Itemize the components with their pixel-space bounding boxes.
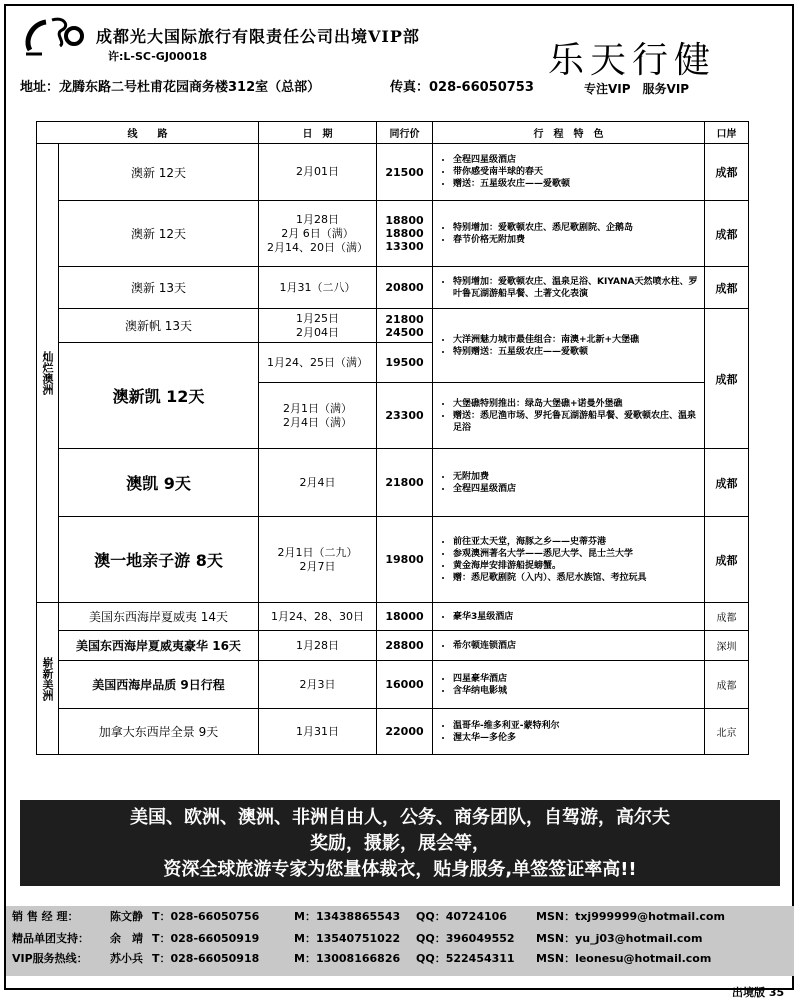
banner-line-2: 奖励，摄影，展会等， <box>310 833 490 854</box>
feature-item: • 大洋洲魅力城市最佳组合：南澳+北新+大堡礁 <box>453 334 704 346</box>
departure-port: 成都 <box>705 449 749 517</box>
contact-qq: QQ：40724106 <box>416 910 507 923</box>
feature-item: • 特别增加：爱歌顿农庄、悉尼歌剧院、企鹅岛 <box>453 222 704 234</box>
contact-mobile: M：13008166826 <box>294 952 401 965</box>
header-route: 线 路 <box>37 122 259 144</box>
feature-item: • 参观澳洲著名大学——悉尼大学、昆士兰大学 <box>453 548 704 560</box>
header-date: 日 期 <box>259 122 377 144</box>
feature-item: • 豪华3星级酒店 <box>453 611 704 623</box>
feature-item: • 赠送：五星级农庄——爱歌顿 <box>453 178 704 190</box>
tour-price: 19500 <box>377 343 433 383</box>
contact-name: 余 靖 <box>110 932 143 945</box>
table-row <box>37 709 749 755</box>
route-name: 澳凯 9天 <box>59 449 259 517</box>
tour-features <box>433 267 705 309</box>
route-name: 澳新 12天 <box>59 144 259 201</box>
tour-price: 21500 <box>377 144 433 201</box>
banner-line-3: 资深全球旅游专家为您量体裁衣，贴身服务,单签签证率高!! <box>163 859 637 880</box>
contact-qq: QQ：522454311 <box>416 952 515 965</box>
feature-item: • 带你感受南半球的春天 <box>453 166 704 178</box>
departure-port: 成都 <box>705 267 749 309</box>
tour-price: 18800 18800 13300 <box>377 201 433 267</box>
tour-features <box>433 201 705 267</box>
tour-date: 2月3日 <box>259 661 377 709</box>
feature-item: • 全程四星级酒店 <box>453 483 704 495</box>
promo-banner <box>20 800 780 886</box>
feature-item: • 特别赠送：五星级农庄——爱歌顿 <box>453 346 704 358</box>
company-name: 成都光大国际旅行有限责任公司出境VIP部 <box>96 27 420 46</box>
contact-tel: T：028-66050919 <box>152 932 260 945</box>
feature-item: • 特别增加：爱歌顿农庄、温泉足浴、KIYANA天然喷水柱、罗叶鲁瓦湖游船早餐、土著文化表演 <box>453 276 704 300</box>
region-americas: 崭新美洲 <box>37 603 59 755</box>
slogan: 乐天行健 <box>548 40 717 81</box>
contact-row <box>12 930 792 948</box>
license-number: 许:L-SC-GJ00018 <box>108 50 208 63</box>
company-address: 地址：龙腾东路二号杜甫花园商务楼312室（总部） <box>20 80 321 95</box>
feature-item: • 无附加费 <box>453 471 704 483</box>
tour-date: 1月31（二八） <box>259 267 377 309</box>
feature-item: • 春节价格无附加费 <box>453 234 704 246</box>
feature-item: • 赠送：悉尼渔市场、罗托鲁瓦湖游船早餐、爱歌顿农庄、温泉足浴 <box>453 410 704 434</box>
header-features: 行 程 特 色 <box>433 122 705 144</box>
tour-features <box>433 603 705 631</box>
feature-item: • 前往亚太天堂，海豚之乡——史蒂芬港 <box>453 536 704 548</box>
tour-price: 19800 <box>377 517 433 603</box>
contact-role: 销 售 经 理： <box>12 910 79 923</box>
contact-name: 苏小兵 <box>110 952 143 965</box>
table-row <box>37 309 749 343</box>
table-row <box>37 603 749 631</box>
feature-item: • 大堡礁特别推出：绿岛大堡礁+诺曼外堡礁 <box>453 398 704 410</box>
tour-features <box>433 709 705 755</box>
tour-features <box>433 517 705 603</box>
header-price: 同行价 <box>377 122 433 144</box>
contact-row <box>12 908 792 926</box>
feature-item: • 黄金海岸安排游船捉螃蟹。 <box>453 560 704 572</box>
tour-date: 1月31日 <box>259 709 377 755</box>
route-name: 澳新帆 13天 <box>59 309 259 343</box>
tour-features <box>433 661 705 709</box>
tour-date: 2月1日（二九） 2月7日 <box>259 517 377 603</box>
route-name: 美国东西海岸夏威夷豪华 16天 <box>59 631 259 661</box>
contact-mobile: M：13438865543 <box>294 910 401 923</box>
page-number: 出境版 35 <box>732 986 785 999</box>
table-row <box>37 449 749 517</box>
departure-port: 成都 <box>705 603 749 631</box>
contact-qq: QQ：396049552 <box>416 932 515 945</box>
contact-msn[interactable]: MSN：txj999999@hotmail.com <box>536 910 725 923</box>
contact-msn[interactable]: MSN：leonesu@hotmail.com <box>536 952 712 965</box>
departure-port: 北京 <box>705 709 749 755</box>
departure-port: 成都 <box>705 661 749 709</box>
table-row <box>37 201 749 267</box>
route-name: 美国西海岸品质 9日行程 <box>59 661 259 709</box>
company-logo-icon <box>22 14 86 58</box>
feature-item: • 渥太华—多伦多 <box>453 732 704 744</box>
contact-role: VIP服务热线： <box>12 952 88 965</box>
tour-price: 21800 24500 <box>377 309 433 343</box>
contact-panel <box>6 906 794 976</box>
tour-date: 2月4日 <box>259 449 377 517</box>
tour-date: 2月1日（满） 2月4日（满） <box>259 383 377 449</box>
contact-row <box>12 950 792 968</box>
header-port: 口岸 <box>705 122 749 144</box>
route-name: 澳新 13天 <box>59 267 259 309</box>
route-name: 澳新 12天 <box>59 201 259 267</box>
tour-features <box>433 144 705 201</box>
table-row <box>37 631 749 661</box>
tour-features <box>433 309 705 383</box>
tour-price: 16000 <box>377 661 433 709</box>
contact-tel: T：028-66050918 <box>152 952 260 965</box>
tagline: 专注VIP 服务VIP <box>584 82 690 96</box>
feature-item: • 四星豪华酒店 <box>453 673 704 685</box>
tour-table <box>36 121 749 755</box>
contact-role: 精品单团支持： <box>12 932 89 945</box>
banner-line-1: 美国、欧洲、澳洲、非洲自由人，公务、商务团队，自驾游，高尔夫 <box>130 807 670 828</box>
route-name: 澳新凯 12天 <box>59 343 259 449</box>
tour-date: 1月24、28、30日 <box>259 603 377 631</box>
tour-price: 22000 <box>377 709 433 755</box>
route-name: 美国东西海岸夏威夷 14天 <box>59 603 259 631</box>
table-row <box>37 267 749 309</box>
tour-price: 21800 <box>377 449 433 517</box>
table-row <box>37 517 749 603</box>
contact-mobile: M：13540751022 <box>294 932 401 945</box>
feature-item: • 希尔顿连锁酒店 <box>453 640 704 652</box>
tour-date: 1月24、25日（满） <box>259 343 377 383</box>
tour-date: 1月28日 2月 6日（满） 2月14、20日（满） <box>259 201 377 267</box>
tour-price: 18000 <box>377 603 433 631</box>
feature-item: • 赠：悉尼歌剧院（入内）、悉尼水族馆、考拉玩具 <box>453 572 704 584</box>
feature-item: • 温哥华-维多利亚-蒙特利尔 <box>453 720 704 732</box>
contact-name: 陈文静 <box>110 910 143 923</box>
departure-port: 成都 <box>705 517 749 603</box>
tour-price: 28800 <box>377 631 433 661</box>
departure-port: 深圳 <box>705 631 749 661</box>
tour-price: 20800 <box>377 267 433 309</box>
tour-date: 1月28日 <box>259 631 377 661</box>
departure-port: 成都 <box>705 309 749 449</box>
company-fax: 传真：028-66050753 <box>390 80 534 95</box>
contact-msn[interactable]: MSN：yu_j03@hotmail.com <box>536 932 703 945</box>
contact-tel: T：028-66050756 <box>152 910 260 923</box>
feature-item: • 含华纳电影城 <box>453 685 704 697</box>
departure-port: 成都 <box>705 201 749 267</box>
feature-item: • 全程四星级酒店 <box>453 154 704 166</box>
departure-port: 成都 <box>705 144 749 201</box>
tour-features <box>433 383 705 449</box>
route-name: 加拿大东西岸全景 9天 <box>59 709 259 755</box>
region-australia: 灿烂澳洲 <box>37 144 59 603</box>
table-header-row <box>37 122 749 144</box>
header <box>0 0 800 100</box>
table-row <box>37 144 749 201</box>
route-name: 澳一地亲子游 8天 <box>59 517 259 603</box>
tour-features <box>433 449 705 517</box>
table-row <box>37 661 749 709</box>
tour-features <box>433 631 705 661</box>
tour-date: 1月25日 2月04日 <box>259 309 377 343</box>
tour-price: 23300 <box>377 383 433 449</box>
tour-date: 2月01日 <box>259 144 377 201</box>
